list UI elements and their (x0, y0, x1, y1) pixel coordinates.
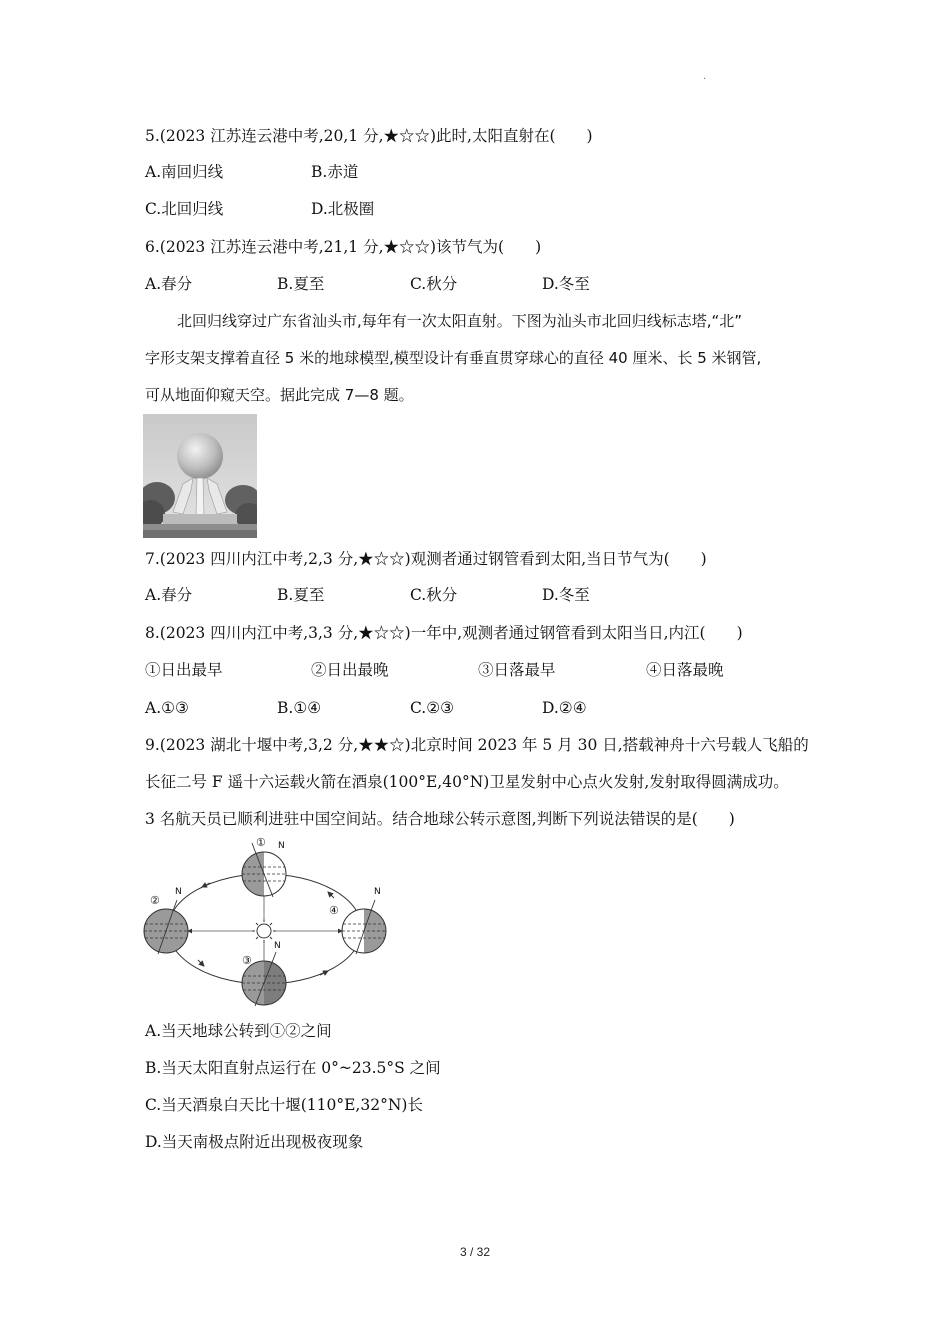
q8-option-a: A.①③ (145, 699, 189, 717)
q9-stem-line-3: 3 名航天员已顺利进驻中国空间站。结合地球公转示意图,判断下列说法错误的是( ) (145, 810, 735, 828)
q6-stem: 6.(2023 江苏连云港中考,21,1 分,★☆☆)该节气为( ) (145, 238, 542, 256)
q8-item-4: ④日落最晚 (646, 661, 724, 679)
north-label-2: N (175, 887, 182, 897)
q9-option-a: A.当天地球公转到①②之间 (145, 1022, 332, 1040)
q9-option-b: B.当天太阳直射点运行在 0°~23.5°S 之间 (145, 1059, 441, 1077)
q9-option-d: D.当天南极点附近出现极夜现象 (145, 1133, 364, 1151)
q7-option-d: D.冬至 (542, 586, 590, 604)
q7-option-c: C.秋分 (410, 586, 458, 604)
q8-item-2: ②日出最晚 (311, 661, 389, 679)
north-label-4: N (374, 887, 381, 897)
label-1: ① (256, 836, 266, 849)
q6-option-b: B.夏至 (277, 275, 325, 293)
q8-item-3: ③日落最早 (478, 661, 556, 679)
q5-option-b: B.赤道 (311, 163, 359, 181)
q6-option-c: C.秋分 (410, 275, 458, 293)
q6-option-d: D.冬至 (542, 275, 590, 293)
q5-stem: 5.(2023 江苏连云港中考,20,1 分,★☆☆)此时,太阳直射在( ) (145, 127, 593, 145)
label-4: ④ (329, 904, 339, 917)
earth-revolution-diagram (138, 832, 398, 1012)
q6-option-a: A.春分 (145, 275, 193, 293)
q8-option-b: B.①④ (277, 699, 322, 717)
passage-line-1: 北回归线穿过广东省汕头市,每年有一次太阳直射。下图为汕头市北回归线标志塔,“北” (177, 312, 743, 330)
q8-item-1: ①日出最早 (145, 661, 223, 679)
q8-option-c: C.②③ (410, 699, 455, 717)
q9-stem-line-1: 9.(2023 湖北十堰中考,3,2 分,★★☆)北京时间 2023 年 5 月 30 日,搭载神舟十六号载人飞船的 (145, 736, 809, 754)
top-mark: · (703, 74, 707, 85)
q5-option-a: A.南回归线 (145, 163, 224, 181)
north-label-3: N (274, 941, 281, 951)
q7-stem: 7.(2023 四川内江中考,2,3 分,★☆☆)观测者通过钢管看到太阳,当日节气为( ) (145, 550, 707, 568)
label-3: ③ (242, 954, 252, 967)
q7-option-b: B.夏至 (277, 586, 325, 604)
north-label-1: N (278, 841, 285, 851)
passage-line-3: 可从地面仰窥天空。据此完成 7—8 题。 (145, 386, 414, 404)
q5-option-d: D.北极圈 (311, 200, 375, 218)
sun-icon (252, 919, 276, 943)
q9-option-c: C.当天酒泉白天比十堰(110°E,32°N)长 (145, 1096, 423, 1114)
q8-stem: 8.(2023 四川内江中考,3,3 分,★☆☆)一年中,观测者通过钢管看到太阳当日,内江( ) (145, 624, 743, 642)
tropic-tower-photo (143, 414, 257, 538)
page-number: 3 / 32 (459, 1245, 491, 1259)
q8-option-d: D.②④ (542, 699, 587, 717)
label-2: ② (150, 894, 160, 907)
q7-option-a: A.春分 (145, 586, 193, 604)
q9-stem-line-2: 长征二号 F 遥十六运载火箭在酒泉(100°E,40°N)卫星发射中心点火发射,发射取得圆满成功。 (145, 773, 789, 791)
q5-option-c: C.北回归线 (145, 200, 224, 218)
passage-line-2: 字形支架支撑着直径 5 米的地球模型,模型设计有垂直贯穿球心的直径 40 厘米、长 5 米钢管, (145, 349, 762, 367)
